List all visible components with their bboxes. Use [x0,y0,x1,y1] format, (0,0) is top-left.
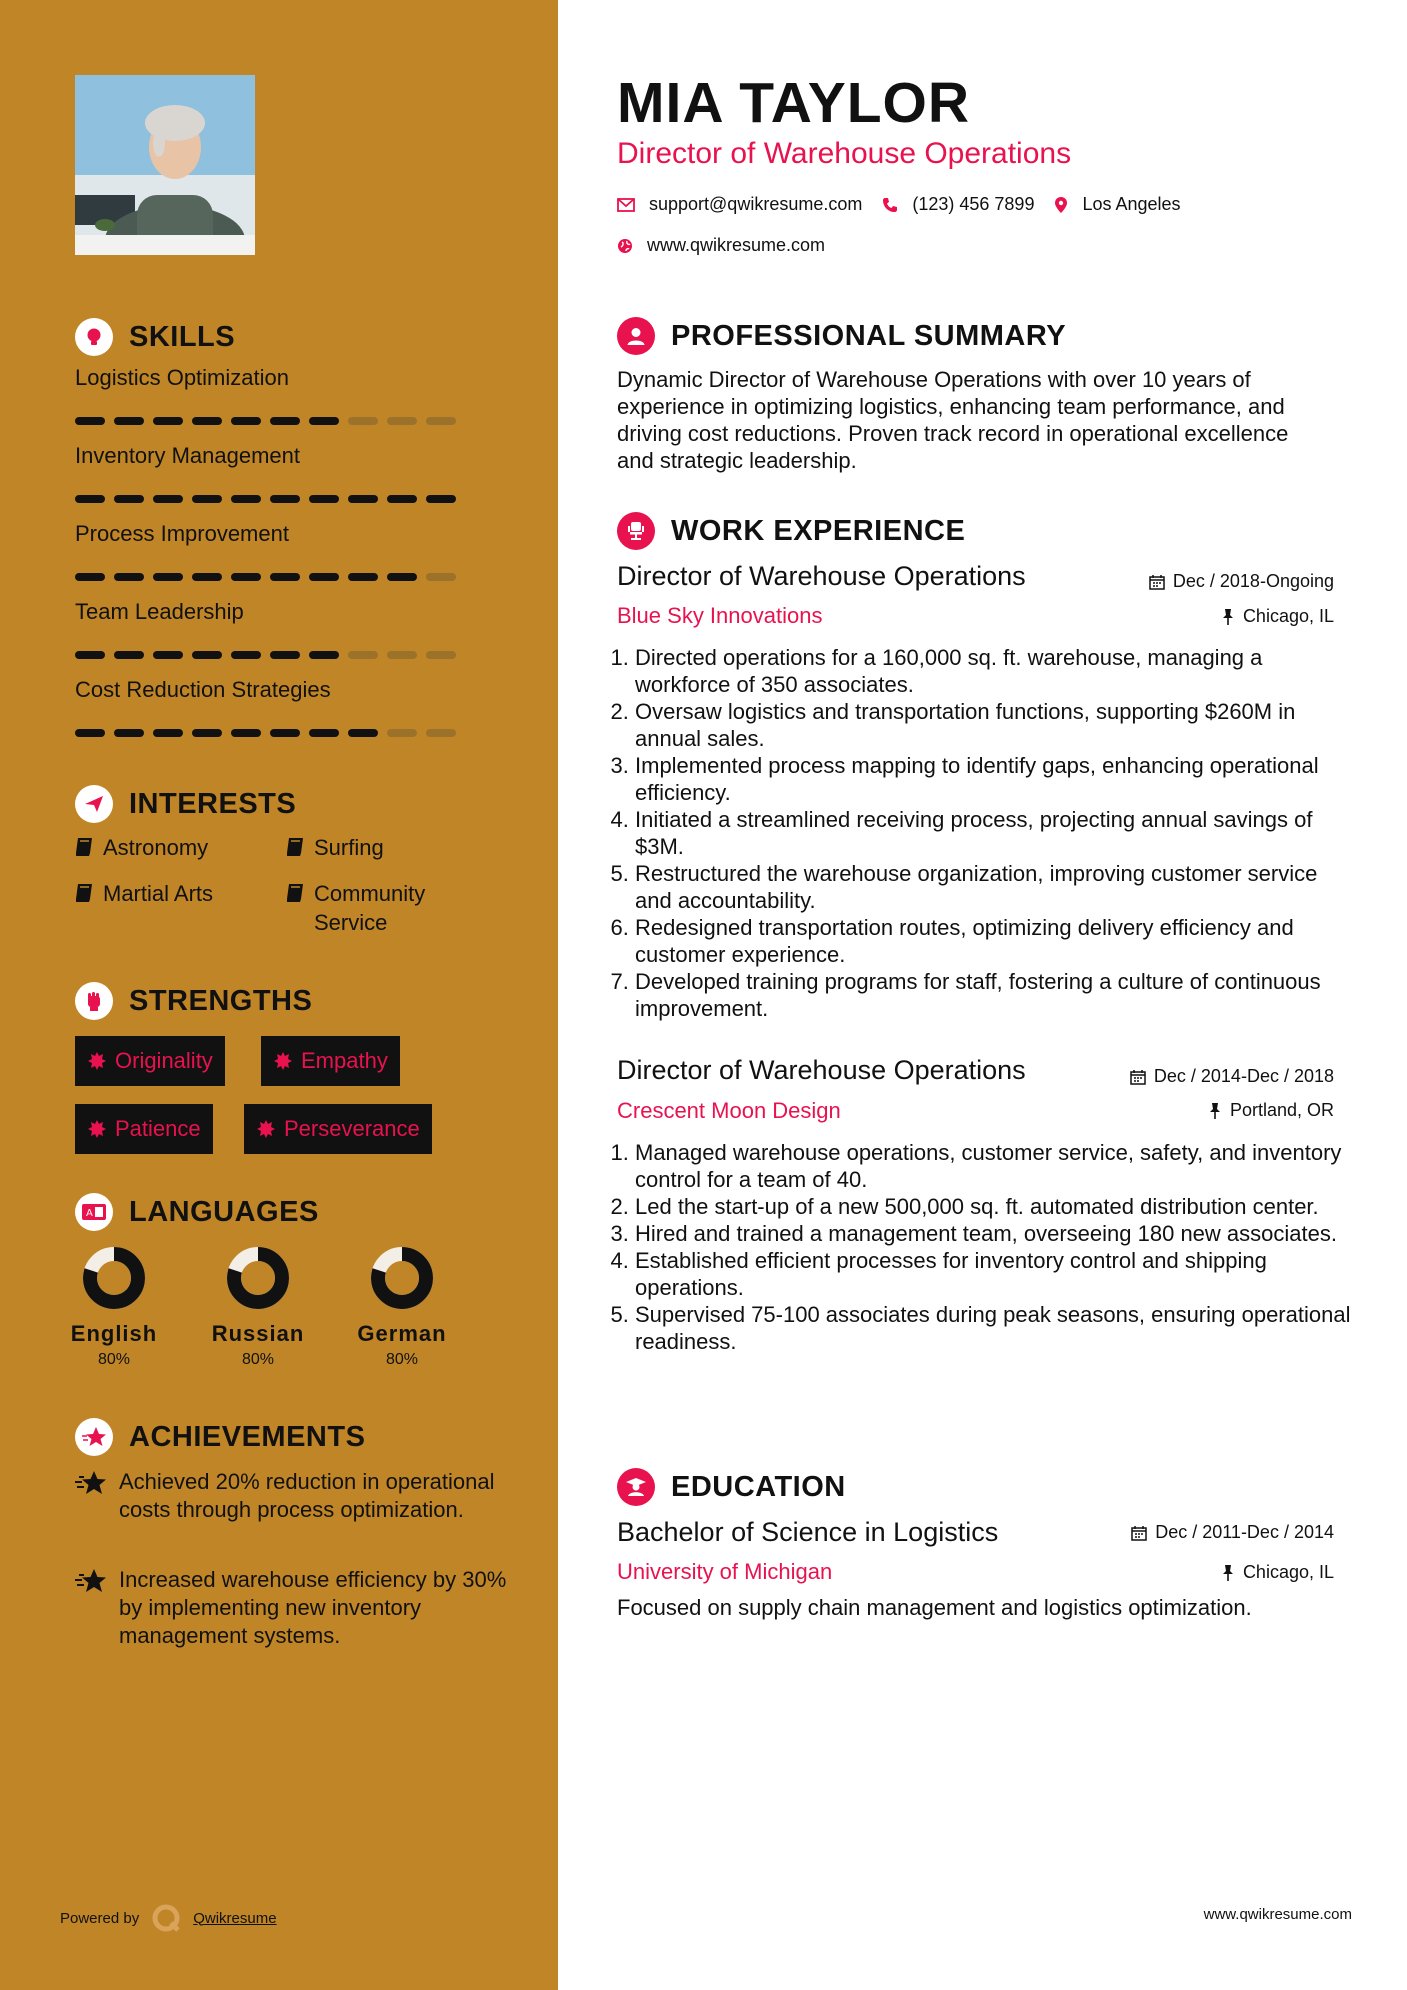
achievement-item [75,1468,515,1524]
skill-level-bar [75,495,456,503]
interest-item [75,833,208,862]
footer-powered-by [60,1903,277,1933]
job-dates-text: Dec / 2014-Dec / 2018 [1153,1066,1334,1086]
skill-segment-filled [231,573,261,581]
strength-tag [75,1036,225,1086]
phone-text: (123) 456 7899 [912,194,1035,214]
location-text: Los Angeles [1082,194,1181,214]
skill-segment-filled [153,417,183,425]
sidebar [0,0,558,1990]
book-icon [286,883,304,903]
user-icon [617,317,655,355]
skill-segment-filled [348,729,378,737]
powered-by-label: Powered by [60,1909,140,1927]
language-item [337,1246,467,1369]
achievement-star-icon [75,1568,107,1594]
skill-segment-filled [192,651,222,659]
education-heading [617,1468,846,1506]
skill-segment-filled [231,729,261,737]
skill-segment-filled [192,573,222,581]
achievement-star-icon [75,1470,107,1496]
skill-level-bar [75,417,456,425]
graduate-icon [617,1468,655,1506]
skill-segment-filled [231,495,261,503]
book-icon [75,883,93,903]
skill-segment-filled [192,729,222,737]
duty-item: 3. Implemented process mapping to identify gaps, enhancing operational efficiency. [635,752,1355,806]
pushpin-icon [1221,608,1235,626]
badge-icon [256,1119,276,1139]
languages-title: LANGUAGES [129,1195,319,1228]
skill-segment-filled [309,729,339,737]
interest-label: Martial Arts [103,881,214,906]
achievements-heading [75,1418,365,1456]
education-location-text: Chicago, IL [1242,1562,1334,1582]
qwikresume-logo-icon [151,1903,181,1933]
duty-item: 2. Led the start-up of a new 500,000 sq. ft. automated distribution center. [635,1193,1355,1220]
skill-label: Logistics Optimization [75,365,289,390]
duty-item: 1. Managed warehouse operations, customer service, safety, and inventory control for a team of 40. [635,1139,1355,1193]
education-title: EDUCATION [671,1470,846,1503]
skill-segment-filled [114,417,144,425]
badge-icon [273,1051,293,1071]
skill-segment-filled [75,495,105,503]
education-location [1221,1562,1334,1583]
profile-photo-illustration [75,75,255,255]
skill-label: Team Leadership [75,599,244,624]
star-icon [75,1418,113,1456]
job-duties [617,644,1355,1022]
raised-fist-icon [75,982,113,1020]
job-location [1221,606,1334,627]
language-item [49,1246,179,1369]
strengths-heading [75,982,312,1020]
skill-segment-filled [75,417,105,425]
strength-label: Empathy [301,1048,388,1073]
skill-segment-filled [270,417,300,425]
duty-item: 2. Oversaw logistics and transportation functions, supporting $260M in annual sales. [635,698,1355,752]
skills-heading [75,318,235,356]
school-name: University of Michigan [617,1559,833,1584]
duty-item: 1. Directed operations for a 160,000 sq. ft. warehouse, managing a workforce of 350 associates. [635,644,1355,698]
language-level-ring [82,1246,146,1310]
duty-item: 4. Established efficient processes for inventory control and shipping operations. [635,1247,1355,1301]
job-dates [1130,1066,1334,1087]
achievement-item [75,1566,515,1650]
job-title: Director of Warehouse Operations [617,561,1026,591]
skill-level-bar [75,651,456,659]
skill-segment-filled [309,651,339,659]
lightbulb-icon [75,318,113,356]
calendar-icon [1149,574,1165,590]
phone-icon [882,197,898,213]
skill-segment-filled [309,417,339,425]
candidate-role: Director of Warehouse Operations [617,137,1072,170]
skill-segment-filled [192,495,222,503]
language-level-ring [226,1246,290,1310]
book-icon [286,837,304,857]
skill-segment-filled [231,417,261,425]
duty-item: 7. Developed training programs for staff, fostering a culture of continuous improvement. [635,968,1355,1022]
duty-item: 6. Redesigned transportation routes, optimizing delivery efficiency and customer experience. [635,914,1355,968]
strength-tag [261,1036,400,1086]
pushpin-icon [1208,1102,1222,1120]
achievement-text: Achieved 20% reduction in operational costs through process optimization. [119,1469,495,1522]
languages-list [49,1246,467,1369]
skill-segment-filled [153,573,183,581]
skill-level-bar [75,573,456,581]
skill-segment-filled [75,573,105,581]
badge-icon [87,1051,107,1071]
skill-segment-filled [270,573,300,581]
skill-segment-filled [387,573,417,581]
globe-icon [617,238,633,254]
ring-center [243,1263,273,1293]
interest-item [286,879,466,937]
interest-label: Astronomy [103,835,209,860]
skill-label: Cost Reduction Strategies [75,677,331,702]
experience-title: WORK EXPERIENCE [671,514,966,547]
language-percent: 80% [241,1351,275,1368]
job-duties [617,1139,1355,1355]
job-dates-text: Dec / 2018-Ongoing [1172,571,1334,591]
language-name: English [70,1321,158,1346]
job-location-text: Chicago, IL [1242,606,1334,626]
summary-heading [617,317,1066,355]
strength-tag [75,1104,213,1154]
skill-segment-filled [75,651,105,659]
skill-segment-filled [114,729,144,737]
skill-segment-empty [426,729,456,737]
experience-heading [617,512,965,550]
skill-label: Inventory Management [75,443,301,468]
email-text[interactable]: support@qwikresume.com [649,194,863,214]
badge-icon [87,1119,107,1139]
skill-segment-filled [153,651,183,659]
interest-item [75,879,213,908]
skill-segment-filled [192,417,222,425]
strength-label: Perseverance [284,1116,420,1141]
interest-item [286,833,384,862]
degree-title: Bachelor of Science in Logistics [617,1517,999,1547]
skill-segment-filled [387,495,417,503]
contact-row [617,194,1181,215]
duty-item: 5. Restructured the warehouse organization, improving customer service and accountability. [635,860,1355,914]
skill-segment-filled [153,729,183,737]
job-dates [1149,571,1334,592]
envelope-icon [617,198,635,212]
skill-segment-empty [387,651,417,659]
achievements-title: ACHIEVEMENTS [129,1420,366,1453]
duty-item: 5. Supervised 75-100 associates during peak seasons, ensuring operational readiness. [635,1301,1355,1355]
pushpin-icon [1221,1564,1235,1582]
translate-icon [75,1193,113,1231]
job-location-text: Portland, OR [1229,1100,1334,1120]
summary-text: Dynamic Director of Warehouse Operations with over 10 years of experience in optimizing logistics, enhancing team performance, and driving cost reductions. Proven track record in operational excellence and strategic leadership. [617,367,1289,473]
interests-heading [75,785,296,823]
duty-item: 3. Hired and trained a management team, overseeing 180 new associates. [635,1220,1355,1247]
skill-segment-filled [114,651,144,659]
website-text[interactable]: www.qwikresume.com [647,235,826,255]
skill-segment-filled [270,651,300,659]
skill-segment-filled [114,495,144,503]
skill-segment-filled [153,495,183,503]
summary-title: PROFESSIONAL SUMMARY [671,319,1067,352]
skill-segment-filled [309,495,339,503]
company-name: Crescent Moon Design [617,1098,841,1123]
skill-segment-filled [348,573,378,581]
company-name: Blue Sky Innovations [617,603,823,628]
qwikresume-link[interactable]: Qwikresume [193,1909,277,1927]
skill-level-bar [75,729,456,737]
achievement-text: Increased warehouse efficiency by 30% by implementing new inventory management systems. [119,1567,507,1648]
ring-center [387,1263,417,1293]
strength-label: Originality [115,1048,213,1073]
education-dates-text: Dec / 2011-Dec / 2014 [1155,1522,1334,1542]
calendar-icon [1131,1525,1147,1541]
book-icon [75,837,93,857]
svg-text:A: A [86,1208,93,1219]
map-pin-icon [1054,196,1068,214]
skill-segment-filled [270,495,300,503]
skill-segment-empty [387,729,417,737]
skill-segment-empty [426,573,456,581]
language-name: German [357,1321,447,1346]
interest-label: Surfing [314,835,384,860]
skill-segment-empty [348,417,378,425]
skill-segment-filled [231,651,261,659]
skill-segment-filled [270,729,300,737]
interest-label: Community Service [314,881,426,935]
language-name: Russian [211,1321,305,1346]
paper-plane-icon [75,785,113,823]
skill-segment-filled [348,495,378,503]
profile-photo [75,75,255,255]
duty-item: 4. Initiated a streamlined receiving process, projecting annual savings of $3M. [635,806,1355,860]
office-chair-icon [617,512,655,550]
skill-segment-filled [75,729,105,737]
skill-label: Process Improvement [75,521,289,546]
job-title: Director of Warehouse Operations [617,1055,1026,1085]
language-level-ring [370,1246,434,1310]
education-dates [1131,1522,1334,1543]
language-percent: 80% [97,1351,131,1368]
skill-segment-filled [309,573,339,581]
strength-tag [244,1104,432,1154]
skill-segment-filled [426,495,456,503]
footer-website[interactable]: www.qwikresume.com [1203,1906,1352,1923]
strengths-title: STRENGTHS [129,984,313,1017]
strength-label: Patience [115,1116,201,1141]
languages-heading [75,1193,319,1231]
skill-segment-empty [426,417,456,425]
skills-title: SKILLS [129,320,236,353]
interests-title: INTERESTS [129,787,297,820]
calendar-icon [1130,1069,1146,1085]
skill-segment-filled [114,573,144,581]
skill-segment-empty [348,651,378,659]
education-description: Focused on supply chain management and logistics optimization. [617,1595,1252,1620]
ring-center [99,1263,129,1293]
website-row [617,235,825,256]
skill-segment-empty [426,651,456,659]
language-percent: 80% [385,1351,419,1368]
candidate-name: MIA TAYLOR [617,71,971,135]
language-item [193,1246,323,1369]
job-location [1208,1100,1334,1121]
skill-segment-empty [387,417,417,425]
